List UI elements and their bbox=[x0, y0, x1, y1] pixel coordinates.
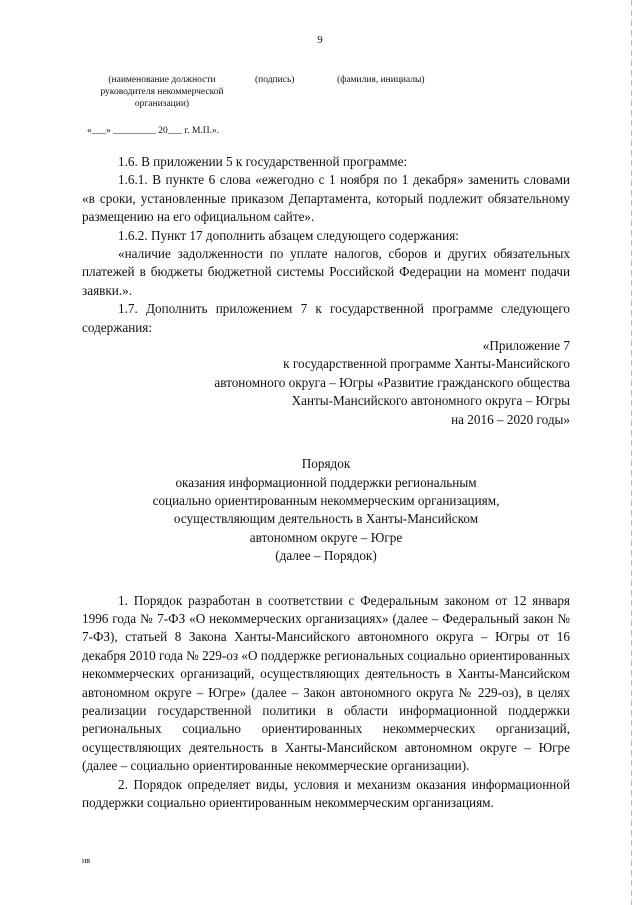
footer-code: нв bbox=[82, 856, 91, 865]
date-stamp-line: «___» _________ 20___ г. М.П.». bbox=[87, 126, 220, 136]
page-number: 9 bbox=[317, 34, 323, 46]
attachment-reference bbox=[82, 337, 570, 429]
title-line: Порядок bbox=[301, 456, 351, 472]
signature-name-label: (фамилия, инициалы) bbox=[337, 75, 425, 85]
scan-edge bbox=[631, 0, 632, 905]
body-item-1: 1. Порядок разработан в соответствии с Федеральным законом от 12 января 1996 года № 7-ФЗ «О некоммерческих организациях» (далее – Федеральный закон № 7-ФЗ), статьей 8 Закона Ханты-Мансийского автономного округа – Югры от 16 декабря 2010 года № 229-оз «О поддержке региональных социально ориентированных некоммерческих организаций, осуществляющих деятельность в Ханты-Мансийском автономном округе – Югре» (далее – Закон автономного округа № 229-оз), в целях реализации государственной политики в области информационной поддержки региональных социально ориентированных некоммерческих организаций, осуществляющих деятельность в Ханты-Мансийском автономном округе – Югре (далее – социально ориентированные некоммерческие организации). bbox=[82, 592, 570, 774]
attachment-line: Ханты-Мансийского автономного округа – Югры bbox=[291, 393, 570, 409]
body-item-2: 2. Порядок определяет виды, условия и механизм оказания информационной поддержки социально ориентированным некоммерческим организациям. bbox=[82, 776, 570, 810]
attachment-line: к государственной программе Ханты-Мансийского bbox=[283, 356, 570, 372]
document-body bbox=[82, 153, 570, 812]
paragraph-quote: «наличие задолженности по уплате налогов, сборов и других обязательных платежей в бюджеты бюджетной системы Российской Федерации на момент подачи заявки.». bbox=[82, 246, 570, 298]
document-title bbox=[82, 455, 570, 565]
title-line: оказания информационной поддержки региональным bbox=[175, 474, 477, 490]
paragraph-1-6-2: 1.6.2. Пункт 17 дополнить абзацем следующего содержания: bbox=[118, 227, 459, 243]
attachment-line: «Приложение 7 bbox=[482, 338, 570, 354]
paragraph-1-6-1: 1.6.1. В пункте 6 слова «ежегодно с 1 ноября по 1 декабря» заменить словами «в сроки, установленные приказом Департамента, который подлежит обязательному размещению на его официальном сайте». bbox=[82, 172, 570, 225]
title-line: социально ориентированным некоммерческим организациям, bbox=[152, 492, 500, 508]
paragraph-1-6: 1.6. В приложении 5 к государственной программе: bbox=[118, 154, 408, 169]
signature-position-label: (наименование должности руководителя некоммерческой организации) bbox=[100, 75, 224, 109]
attachment-line: на 2016 – 2020 годы» bbox=[451, 411, 570, 427]
title-line: автономном округе – Югре bbox=[249, 529, 403, 545]
title-line: (далее – Порядок) bbox=[275, 548, 377, 564]
spacer bbox=[82, 566, 570, 592]
attachment-line: автономного округа – Югры «Развитие гражданского общества bbox=[214, 374, 570, 390]
title-line: осуществляющим деятельность в Ханты-Мансийском bbox=[173, 511, 479, 527]
paragraph-1-7: 1.7. Дополнить приложением 7 к государственной программе следующего содержания: bbox=[82, 301, 570, 335]
signature-sign-label: (подпись) bbox=[255, 75, 295, 85]
